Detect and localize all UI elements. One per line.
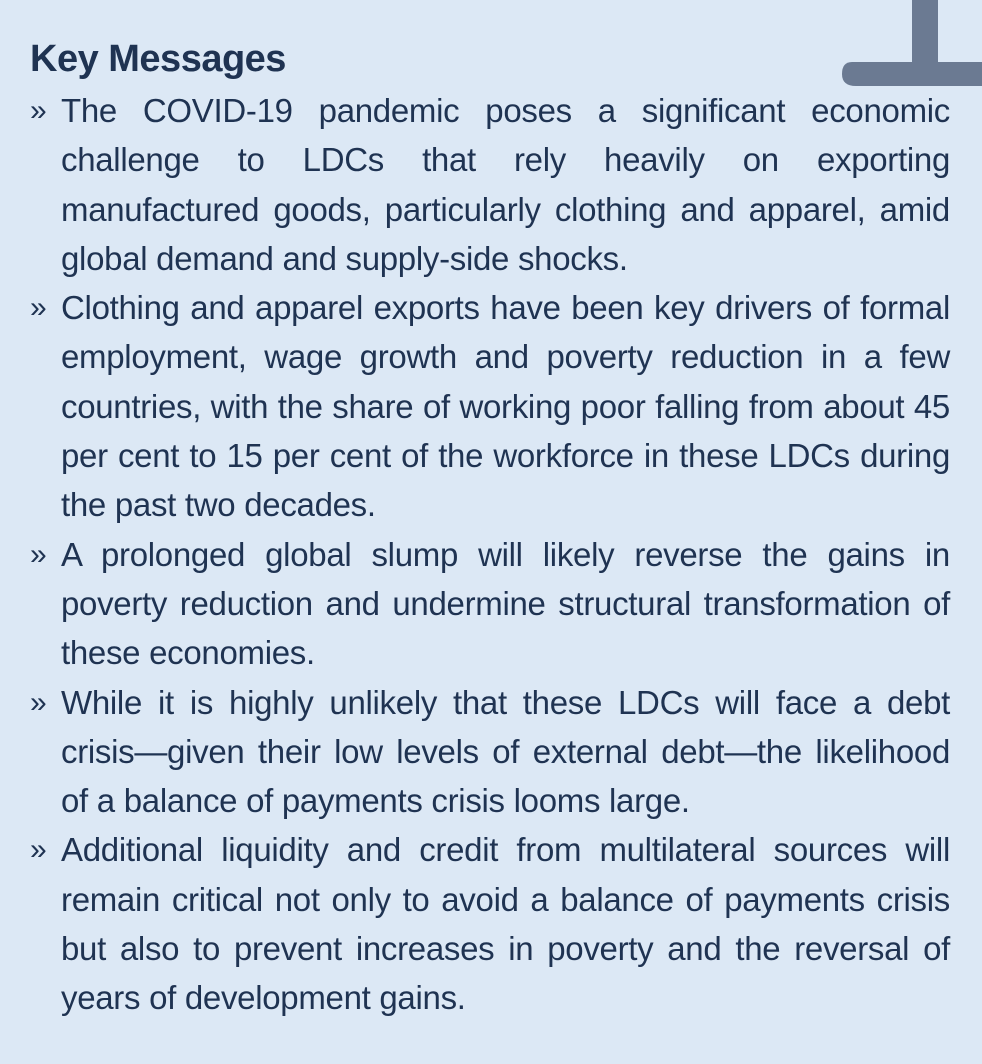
- list-item: [30, 283, 950, 529]
- bullet-icon: »: [30, 291, 47, 325]
- list-item: [30, 530, 950, 678]
- bullet-icon: »: [30, 685, 47, 719]
- message-text: The COVID-19 pandemic poses a significant economic challenge to LDCs that rely heavily on exporting manufactured goods, particularly clothing and apparel, amid global demand and supply-side shocks.: [61, 92, 950, 277]
- message-text: While it is highly unlikely that these LDCs will face a debt crisis—given their low levels of external debt—the likelihood of a balance of payments crisis looms large.: [61, 683, 950, 820]
- message-text: Clothing and apparel exports have been key drivers of formal employment, wage growth and poverty reduction in a few countries, with the share of working poor falling from about 45 per cent to 15 per cent of the workforce in these LDCs during the past two decades.: [61, 289, 950, 524]
- key-messages-box: [30, 34, 950, 1023]
- bullet-icon: »: [30, 537, 47, 571]
- list-item: [30, 678, 950, 826]
- key-messages-list: [30, 86, 950, 1023]
- message-text: Additional liquidity and credit from multilateral sources will remain critical not only to avoid a balance of payments crisis but also to prevent increases in poverty and the reversal of years of development gains.: [61, 831, 950, 1017]
- message-text: A prolonged global slump will likely reverse the gains in poverty reduction and undermine structural transformation of these economies.: [61, 535, 950, 672]
- list-item: [30, 86, 950, 283]
- bullet-icon: »: [30, 833, 47, 867]
- bullet-icon: »: [30, 94, 47, 127]
- list-item: [30, 825, 950, 1022]
- page-title: Key Messages: [30, 38, 286, 80]
